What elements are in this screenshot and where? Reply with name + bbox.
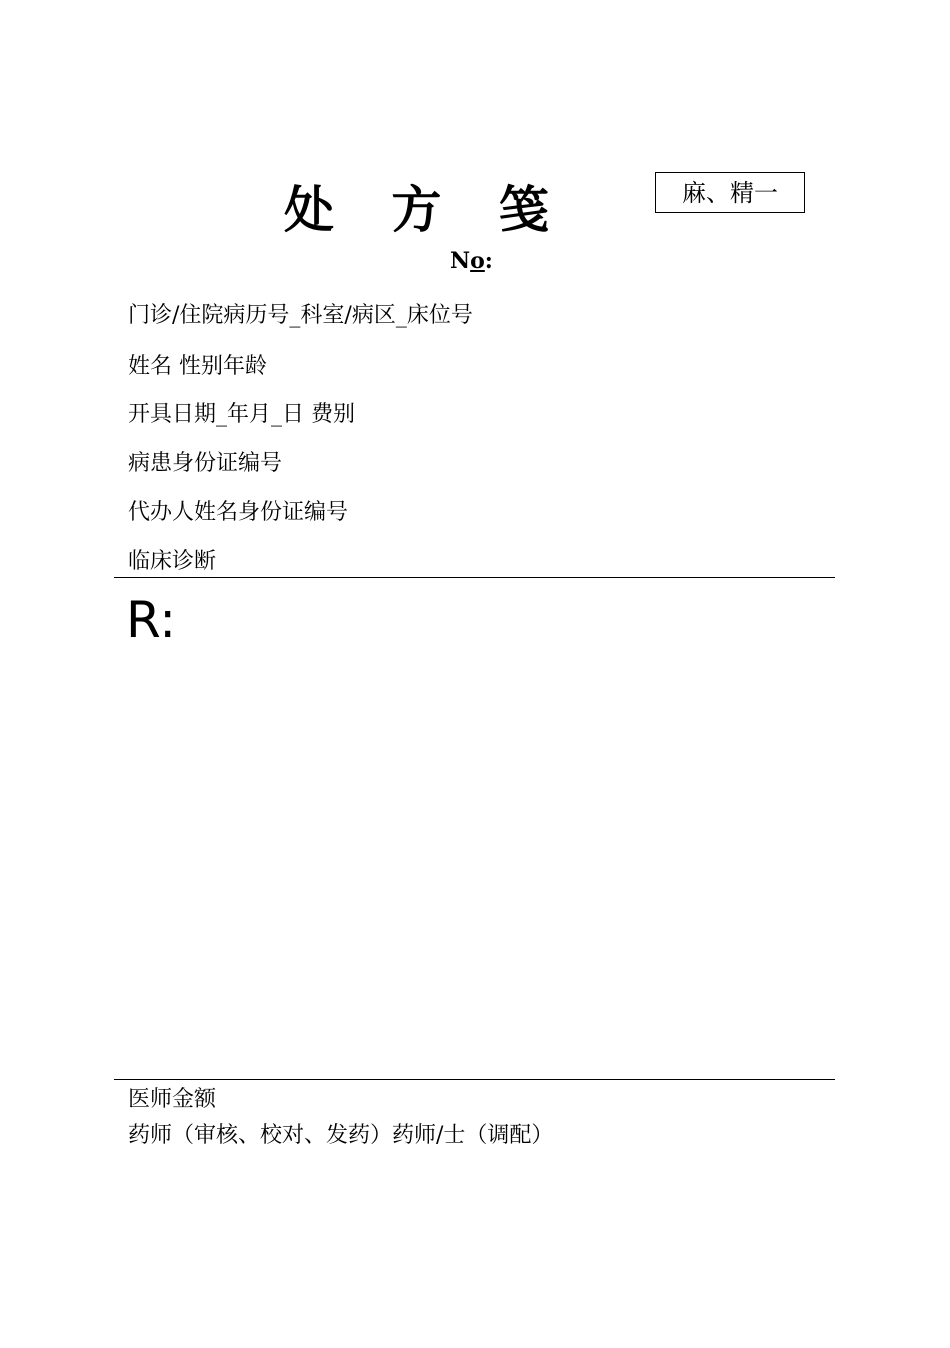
physician-amount-field: 医师金额 — [128, 1087, 217, 1112]
number-label-n: N — [450, 248, 471, 274]
issue-date-fee-field: 开具日期_年月_日 费别 — [128, 402, 355, 427]
prescription-body — [114, 660, 835, 1070]
number-label-colon: : — [484, 248, 493, 274]
name-gender-age-field: 姓名 性别年龄 — [128, 354, 267, 379]
header-divider — [114, 577, 835, 578]
pharmacist-field: 药师（审核、校对、发药）药师/士（调配） — [128, 1123, 554, 1148]
number-label-o: o — [470, 248, 485, 274]
rx-symbol: R: — [126, 591, 177, 649]
form-title: 处 方 笺 — [284, 180, 569, 239]
agent-id-field: 代办人姓名身份证编号 — [128, 500, 349, 525]
footer-divider — [114, 1079, 835, 1080]
serial-number-label — [450, 246, 493, 276]
category-badge: 麻、精一 — [655, 172, 805, 213]
record-number-field: 门诊/住院病历号_科室/病区_床位号 — [128, 303, 473, 328]
patient-id-field: 病患身份证编号 — [128, 451, 283, 476]
diagnosis-field: 临床诊断 — [128, 549, 217, 574]
